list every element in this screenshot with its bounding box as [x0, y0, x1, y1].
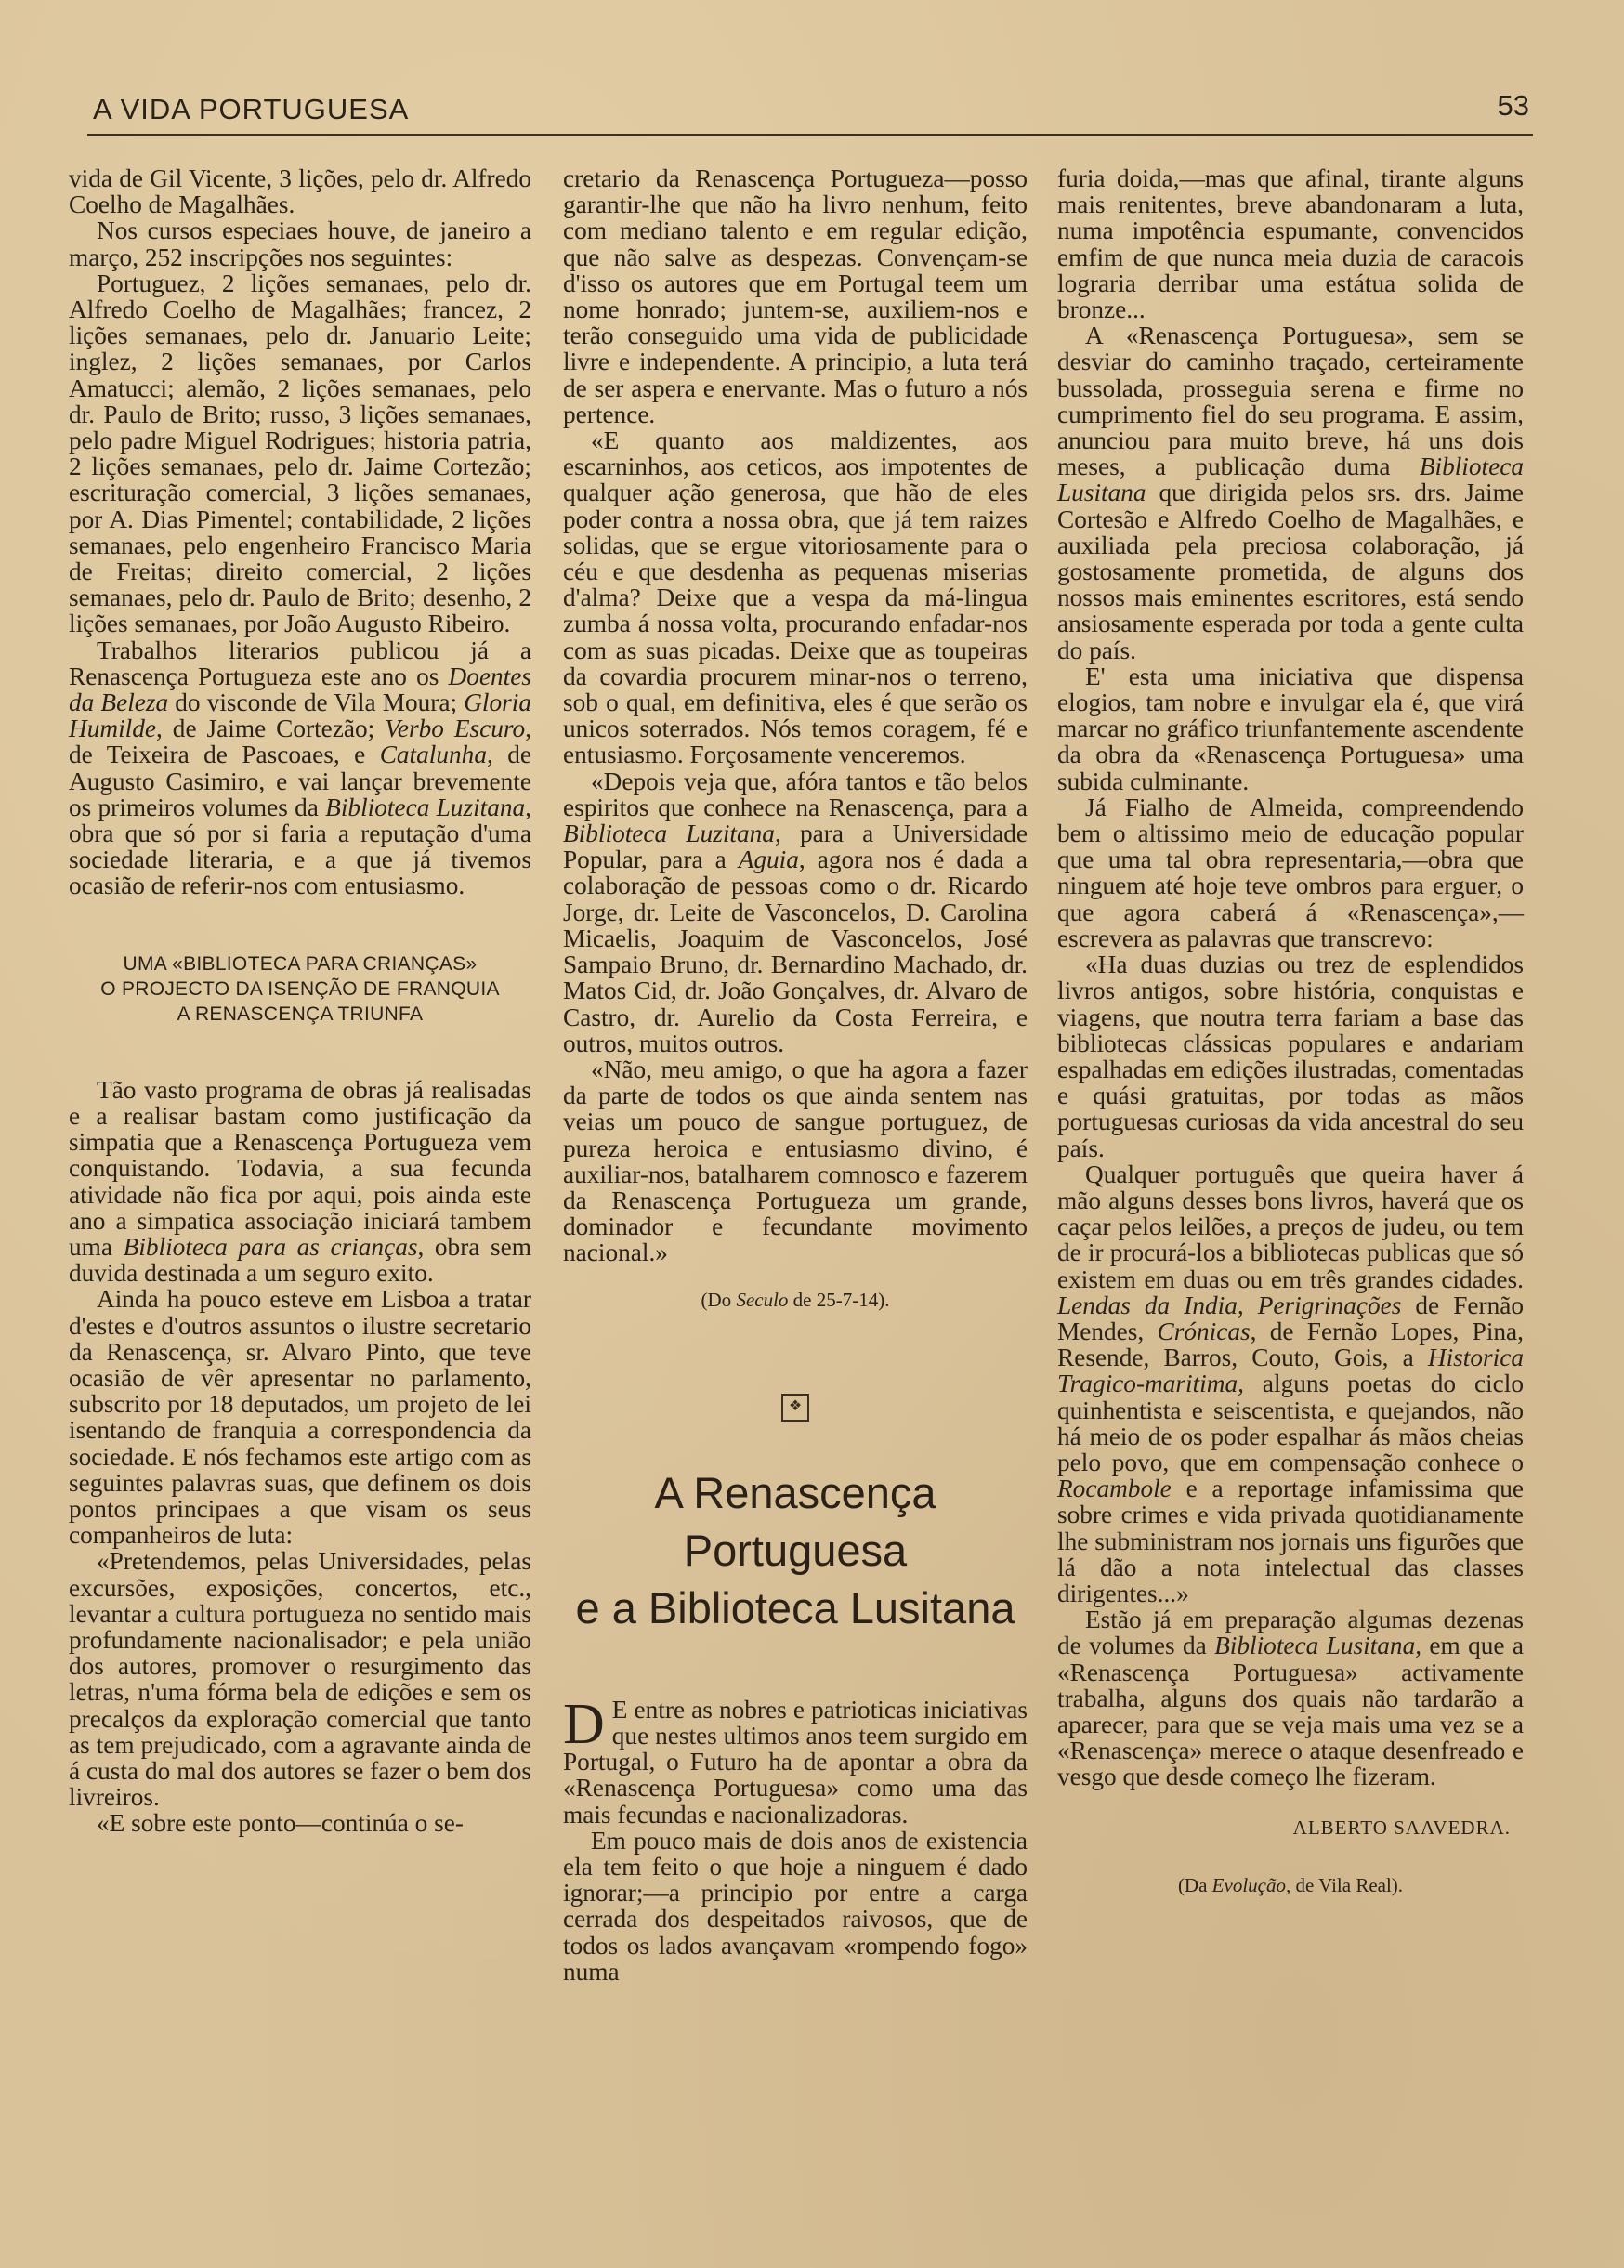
subheading-line: A RENASCENÇA TRIUNFA: [177, 1003, 424, 1025]
paragraph: [563, 768, 1028, 1056]
text-run: (Da: [1177, 1873, 1212, 1896]
book-title: Historica Tragico-maritima,: [1057, 1344, 1524, 1398]
book-title: Lendas da India, Perigrinações: [1057, 1291, 1402, 1319]
text-run: do visconde de Vila Moura;: [168, 688, 465, 717]
text-run: , de Jaime Cortezão;: [156, 714, 386, 743]
text-run: de Vila Real).: [1290, 1873, 1404, 1896]
text-run: e a reportage infamissima que sobre crimes e vida privada quotidianamente lhe subministram nos jornais uns figurões que lá dão a nota intelectual das classes dirigentes...»: [1057, 1475, 1524, 1607]
text-run: obra que só por si faria a reputação d'uma sociedade literaria, e a que já tivemos ocasião de referir-nos com entusiasmo.: [69, 819, 531, 900]
book-title: Verbo Escuro: [385, 714, 526, 743]
paragraph: [1057, 322, 1524, 663]
text-run: , de Teixeira de Pascoaes, e: [69, 714, 532, 769]
paragraph: Ainda ha pouco esteve em Lisboa a tratar d'estes e d'outros assuntos o ilustre secretario da Renascença, sr. Alvaro Pinto, que teve ocasião de vêr apresentar no parlamento, subscrito por 18 deputados, um projeto de lei isentando de franquia a correspondencia da sociedade. E nós fechamos este artigo com as seguintes palavras suas, que definem os dois pontos principaes a que visam os seus companheiros de luta:: [69, 1285, 531, 1550]
book-title: Biblioteca Luzitana: [563, 819, 775, 848]
text-run: de 25-7-14).: [788, 1288, 890, 1311]
text-run: alguns poetas do ciclo quinhentista e seiscentista, e quejandos, não há meio de os poder espalhar ás mãos cheias pelo povo, que em compensação conhece o: [1057, 1370, 1524, 1476]
text-run: em que a «Renascença Portuguesa» activamente trabalha, alguns dos quais não tardarão a aparecer, para que se veja mais uma vez se a «Renascença» merece o ataque desenfreado e vesgo que desde começo lhe fizeram.: [1057, 1632, 1524, 1791]
book-title: Catalunha: [379, 741, 487, 769]
paragraph: «Ha duas duzias ou trez de esplendidos livros antigos, sobre história, conquistas e viagens, que noutra terra fariam a base das bibliotecas clássicas populares e andariam espalhadas em edições ilustradas, comentadas e quási gratuitas, por todas as mãos portuguesas curiosas da vida ancestral do seu país.: [1057, 950, 1524, 1162]
paragraph: [69, 1077, 531, 1287]
title-line: A Renascença Portuguesa: [654, 1467, 936, 1575]
publication-name: Evolução,: [1211, 1873, 1291, 1896]
text-run: , agora nos é dada a colaboração de pessoas como o dr. Ricardo Jorge, dr. Leite de Vasconcelos, D. Carolina Micaelis, Joaquim de Vasconcelos, José Sampaio Bruno, dr. Bernardino Machado, dr. Matos Cid, dr. João Gonçalves, dr. Alvaro de Castro, dr. Aurelio da Costa Ferreira, e outros, muitos outros.: [563, 846, 1028, 1057]
book-title: Biblioteca Luzitana,: [325, 793, 532, 821]
paragraph: cretario da Renascença Portugueza—posso garantir-lhe que não ha livro nenhum, feito com mediano talento e em regular edição, que não salve as despezas. Convençam-se d'isso os autores que em Portugal teem um nome honrado; juntem-se, auxiliem-nos e terão conseguido uma vida de publicidade livre e independente. A principio, a luta terá de ser aspera e enervante. Mas o futuro a nós pertence.: [563, 164, 1028, 428]
text-run: E entre as nobres e patrioticas iniciativas que nestes ultimos anos teem surgido em Portugal, o Futuro ha de apontar a obra da «Renascença Portuguesa» como uma das mais fecundas e nacionalizadoras.: [563, 1695, 1028, 1829]
text-run: , obra sem duvida destinada a um seguro exito.: [69, 1232, 531, 1288]
running-title: A VIDA PORTUGUESA: [93, 93, 410, 125]
author-signature: ALBERTO SAAVEDRA.: [1292, 1816, 1511, 1839]
source-citation: [1057, 1872, 1524, 1898]
paragraph: Nos cursos especiaes houve, de janeiro a março, 252 inscripções nos seguintes:: [69, 216, 531, 271]
text-run: (Do: [701, 1288, 737, 1311]
column-2: [563, 165, 1028, 1985]
title-line: e a Biblioteca Lusitana: [575, 1582, 1015, 1632]
paragraph: furia doida,—mas que afinal, tirante alguns mais renitentes, breve abandonaram a luta, numa impotência espumante, convencidos emfim de que nunca meia duzia de caracois lograria derribar uma estátua solida de bronze...: [1057, 164, 1524, 324]
paragraph: Em pouco mais de dois anos de existencia ela tem feito o que hoje a ninguem é dado ignorar;—a principio por entre a carga cerrada dos despeitados raivosos, que de todos os lados avançavam «rompendo fogo» numa: [563, 1826, 1028, 1986]
text-run: que dirigida pelos srs. drs. Jaime Cortesão e Alfredo Coelho de Magalhães, e auxiliada pela preciosa colaboração, já gostosamente prometida, de alguns dos nossos mais eminentes escritores, está sendo ansiosamente esperada por toda a gente culta do país.: [1057, 479, 1524, 664]
book-title: Aguia: [738, 846, 799, 874]
text-run: , para a Universidade Popular, para a: [563, 819, 1028, 874]
subheading-line: O PROJECTO DA ISENÇÃO DE FRANQUIA: [100, 977, 500, 1000]
book-title: Crónicas: [1157, 1317, 1251, 1345]
text-run: «Depois veja que, afóra tantos e tão belos espiritos que conhece na Renascença, para a: [563, 767, 1028, 821]
section-subheading: [69, 951, 531, 1027]
source-citation: [563, 1287, 1028, 1313]
text-run: Qualquer português que queira haver á mão alguns desses bons livros, haverá que os caçar pelos leilões, a preços de judeu, ou tem de ir procurá-los a bibliotecas publicas que só existem em duas ou em três grandes cidades.: [1057, 1160, 1524, 1293]
book-title: Biblioteca para as crianças: [123, 1232, 418, 1261]
paragraph: [1057, 1606, 1524, 1789]
paragraph: «E quanto aos maldizentes, aos escarninhos, aos ceticos, aos impotentes de qualquer ação generosa, que hão de eles poder contra a nossa obra, que já tem raizes solidas, que se ergue vitoriosamente para o céu e que desdenha as pequenas miserias d'alma? Deixe que a vespa da má-lingua zumba á nossa volta, procurando enfadar-nos com as suas picadas. Deixe que as toupeiras da covardia procurem minar-nos o terreno, sob o qual, em definitiva, eles é que serão os unicos soterrados. Nós temos coragem, fé e entusiasmo. Forçosamente venceremos.: [563, 426, 1028, 769]
book-title: Gloria Humilde: [69, 688, 531, 743]
text-run: de Fernão Mendes,: [1057, 1291, 1524, 1345]
page-number: 53: [1497, 89, 1529, 122]
text-run: Tão vasto programa de obras já realisadas e a realisar bastam como justificação da simpatia que a Renascença Portugueza vem conquistando. Todavia, a sua fecunda atividade não fica por aqui, pois ainda este ano a simpatica associação iniciará tambem uma: [69, 1075, 531, 1261]
drop-cap: D: [563, 1692, 605, 1756]
paragraph: [69, 637, 531, 899]
publication-name: Seculo: [736, 1288, 789, 1311]
text-run: , de Augusto Casimiro, e vai lançar brevemente os primeiros volumes da: [69, 741, 531, 821]
column-1: [69, 165, 531, 1837]
text-run: Trabalhos literarios publicou já a Renascença Portugueza este ano os: [69, 636, 531, 690]
header-rule: [87, 134, 1533, 136]
paragraph: «E sobre este ponto—continúa o se-: [97, 1809, 464, 1838]
text-run: , de Fernão Lopes, Pina, Resende, Barros, Couto, Gois, a: [1057, 1317, 1524, 1372]
paragraph: «Não, meu amigo, o que ha agora a fazer da parte de todos os que ainda sentem nas veias um pouco de sangue portuguez, de pureza heroica e entusiasmo divino, é auxiliar-nos, batalharem comnosco e fazerem da Renascença Portugueza um grande, dominador e fecundante movimento nacional.»: [563, 1055, 1028, 1267]
paragraph: Portuguez, 2 lições semanaes, pelo dr. Alfredo Coelho de Magalhães; francez, 2 lições semanaes, pelo dr. Januario Leite; inglez, 2 lições semanaes, por Carlos Amatucci; alemão, 2 lições semanaes, pelo dr. Paulo de Brito; russo, 3 lições semanaes, pelo padre Miguel Rodrigues; historia patria, 2 lições semanaes, pelo dr. Jaime Cortezão; escrituração comercial, 3 lições semanaes, por A. Dias Pimentel; contabilidade, 2 lições semanaes, pelo engenheiro Francisco Maria de Freitas; direito comercial, 2 lições semanaes, pelo dr. Paulo de Brito; desenho, 2 lições semanaes, por João Augusto Ribeiro.: [69, 269, 531, 638]
text-run: A «Renascença Portuguesa», sem se desviar do caminho traçado, certeiramente bussolada, prosseguia serena e firme no cumprimento fiel do seu programa. E assim, anunciou para muito breve, há uns dois meses, a publicação duma: [1057, 321, 1524, 481]
paragraph: [1057, 1161, 1524, 1606]
paragraph: «Pretendemos, pelas Universidades, pelas excursões, exposições, concertos, etc., levantar a cultura portugueza no sentido mais profundamente nacionalisador; e pela união dos autores, promover o resurgimento das letras, n'uma fórma bela de edições e sem os precalços da exploração comercial que tanto as tem prejudicado, com a agravante ainda de á custa do mal dos autores se fazer o bem dos livreiros.: [69, 1547, 531, 1812]
paragraph: vida de Gil Vicente, 3 lições, pelo dr. Alfredo Coelho de Magalhães.: [69, 164, 531, 219]
paragraph: E' esta uma iniciativa que dispensa elogios, tam nobre e invulgar ela é, que virá marcar no gráfico triunfantemente ascendente da obra da «Renascença Portuguesa» uma subida culminante.: [1057, 662, 1524, 795]
book-title: Biblioteca Lusitana,: [1214, 1632, 1422, 1660]
book-title: Rocambole: [1057, 1475, 1172, 1503]
paragraph: Já Fialho de Almeida, compreendendo bem o altissimo meio de educação popular que uma tal obra representaria,—obra que ninguem até hoje teve ombros para erguer, o que agora caberá á «Renascença»,—escrevera as palavras que transcrevo:: [1057, 793, 1524, 952]
subheading-line: UMA «BIBLIOTECA PARA CRIANÇAS»: [123, 952, 478, 975]
ornament-icon: ❖: [563, 1389, 1028, 1422]
column-3: [1057, 165, 1524, 1898]
paragraph: [563, 1692, 1028, 1829]
article-title: [563, 1464, 1028, 1637]
page-header: [84, 89, 1533, 136]
text-run: Estão já em preparação algumas dezenas de volumes da: [1057, 1606, 1524, 1660]
book-title: Biblioteca Lusitana: [1057, 452, 1524, 507]
book-title: Doentes da Beleza: [69, 662, 531, 717]
